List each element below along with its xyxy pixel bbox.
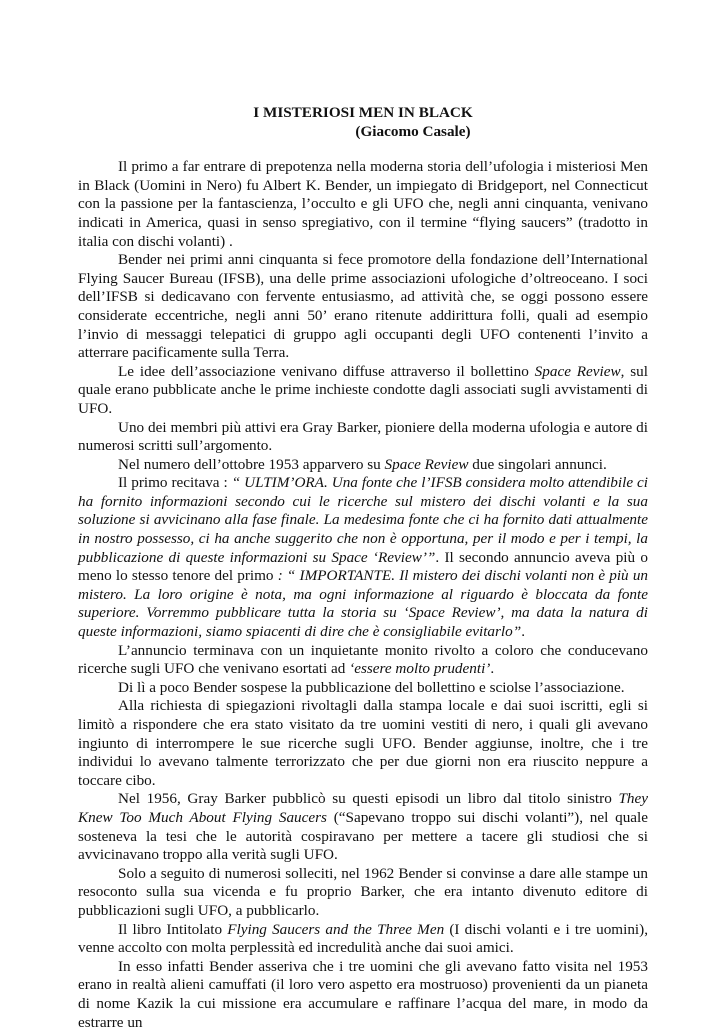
text-run: In esso infatti Bender asseriva che i tre uomini che gli avevano fatto visita nel 1953 erano in realtà alieni camuffati (il loro vero aspetto era mostruoso) provenienti da un pianeta di nome Kazik la cui missione era accumulare e raffinare l’acqua del mare, in modo da estrarre un: [78, 957, 648, 1031]
paragraph: [78, 474, 648, 641]
paragraph: [78, 790, 648, 864]
paragraph: [78, 958, 648, 1032]
paragraph: [78, 679, 648, 698]
text-run: (“Sapevano troppo sui dischi volanti”), nel quale sosteneva la tesi che le autorità cospiravano per mettere a tacere gli studiosi che si avvicinavano troppo alla verità sugli UFO.: [78, 808, 648, 864]
document-author: (Giacomo Casale): [355, 122, 471, 140]
italic-text-run: Flying Saucers and the Three Men: [227, 920, 445, 938]
text-run: Il primo a far entrare di prepotenza nella moderna storia dell’ufologia i misteriosi Men in Black (Uomini in Nero) fu Albert K. Bender, un impiegato di Bridgeport, nel Connecticut con la passione per la fantascienza, l’occulto e gli UFO che, negli anni cinquanta, venivano indicati in America, quasi in senso spregiativo, con il termine “flying saucers” (tradotto in italia con dischi volanti) .: [78, 158, 648, 250]
text-run: due singolari annunci.: [468, 455, 607, 473]
text-run: L’annuncio terminava con un inquietante monito rivolto a coloro che conducevano ricerche sugli UFO che venivano esortati ad: [78, 641, 648, 678]
paragraph: [78, 419, 648, 456]
italic-text-run: Space Review: [384, 455, 469, 473]
text-run: Uno dei membri più attivi era Gray Barker, pioniere della moderna ufologia e autore di numerosi scritti sull’argomento.: [78, 418, 648, 455]
paragraph: [78, 158, 648, 251]
text-run: Bender nei primi anni cinquanta si fece promotore della fondazione dell’International Flying Saucer Bureau (IFSB), una delle prime associazioni ufologiche d’oltreoceano. I soci dell’IFSB si dedicavano con fervente entusiasmo, ad attività che, se oggi possono essere considerate eccentriche, negli anni 50’ erano ritenute addirittura folli, quali ad esempio l’invio di messaggi telepatici di gruppo agli occupanti degli UFO contenenti l’invito a atterrare pacificamente sulla Terra.: [78, 251, 648, 362]
paragraph: [78, 642, 648, 679]
document-body: [78, 158, 648, 1032]
text-run: (I dischi volanti e i tre uomini), venne accolto con molta perplessità ed incredulità anche dai suoi amici.: [78, 920, 649, 957]
paragraph: [78, 251, 648, 363]
italic-text-run: Space Review: [534, 362, 621, 380]
text-run: . Il secondo annuncio aveva più o meno lo stesso tenore del primo: [78, 548, 648, 585]
paragraph: [78, 456, 648, 475]
italic-text-run: “ ULTIM’ORA. Una fonte che l’IFSB considera molto attendibile ci ha fornito informazioni secondo cui le ricerche sul mistero dei dischi volanti e la sua soluzione si avvicinano alla fase finale. La medesima fonte che ci ha fornito dati attualmente in nostro possesso, ci ha anche suggerito che non è opportuna, per il modo e per i tempi, la pubblicazione di queste informazioni su Space ‘Review’”: [78, 474, 648, 566]
paragraph: [78, 697, 648, 790]
document-page: [78, 104, 648, 1032]
text-run: Nel 1956, Gray Barker pubblicò su questi episodi un libro dal titolo sinistro: [118, 790, 619, 808]
text-run: Nel numero dell’ottobre 1953 apparvero su: [118, 455, 385, 473]
text-run: Solo a seguito di numerosi solleciti, nel 1962 Bender si convinse a dare alle stampe un resoconto sulla sua vicenda e fu proprio Barker, che era intanto divenuto editore di pubblicazioni sugli UFO, a pubblicarlo.: [78, 864, 648, 919]
text-run: .: [521, 623, 525, 641]
text-run: Il primo recitava :: [118, 474, 232, 492]
text-run: , sul quale erano pubblicate anche le prime inchieste condotte dagli associati sugli avvistamenti di UFO.: [78, 362, 648, 417]
italic-text-run: ‘essere molto prudenti’: [349, 660, 491, 678]
text-run: Il libro Intitolato: [118, 920, 228, 938]
paragraph: [78, 363, 648, 419]
paragraph: [78, 865, 648, 921]
text-run: Alla richiesta di spiegazioni rivoltagli dalla stampa locale e dai suoi iscritti, egli si limitò a rispondere che era stato visitato da tre uomini vestiti di nero, i quali gli avevano ingiunto di interrompere le sue ricerche sugli UFO. Bender aggiunse, inoltre, che i tre individui lo avevano talmente terrorizzato che per due giorni non era riuscito neppure a toccare cibo.: [78, 697, 648, 789]
text-run: .: [490, 660, 495, 678]
paragraph: [78, 921, 648, 958]
text-run: Le idee dell’associazione venivano diffuse attraverso il bollettino: [118, 362, 535, 380]
italic-text-run: : “ IMPORTANTE. Il mistero dei dischi volanti non è più un mistero. La loro origine è nota, ma ogni informazione al riguardo è bloccata da fonte superiore. Vorremmo pubblicare tutta la storia su ‘Space Review’, ma data la natura di queste informazioni, siamo spiacenti di dire che è consigliabile evitarlo”: [78, 567, 649, 641]
italic-text-run: They Knew Too Much About Flying Saucers: [78, 790, 648, 826]
document-title: I MISTERIOSI MEN IN BLACK: [253, 104, 473, 121]
text-run: Di lì a poco Bender sospese la pubblicazione del bollettino e sciolse l’associazione.: [118, 678, 625, 696]
